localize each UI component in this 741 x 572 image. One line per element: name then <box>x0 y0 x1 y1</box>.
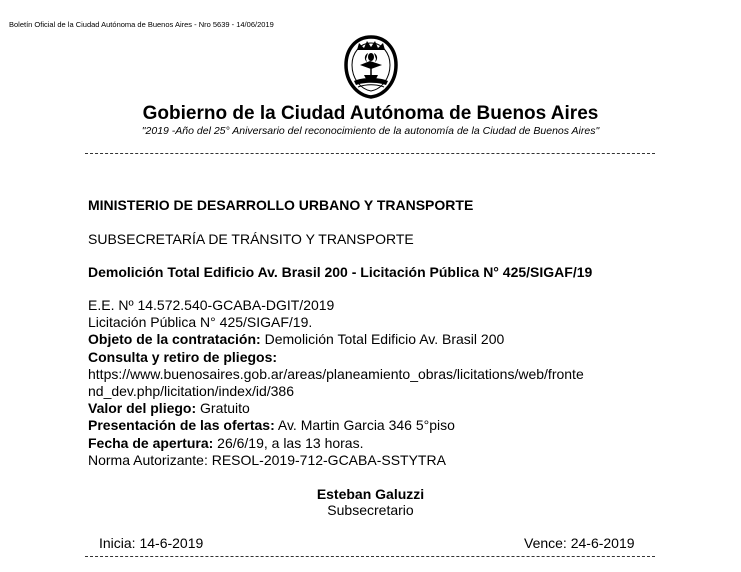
ministry-heading: MINISTERIO DE DESARROLLO URBANO Y TRANSPORTE <box>88 197 474 213</box>
signatory-name: Esteban Galuzzi <box>316 486 425 502</box>
valor-value: Gratuito <box>196 400 250 417</box>
norma-line: Norma Autorizante: RESOL-2019-712-GCABA-SSTYTRA <box>88 451 446 468</box>
fecha-line <box>88 435 584 452</box>
licitacion-line: Licitación Pública N° 425/SIGAF/19. <box>88 314 313 331</box>
city-seal-icon <box>340 35 402 99</box>
url-line-2: nd_dev.php/licitation/index/id/386 <box>88 383 295 400</box>
government-title: Gobierno de la Ciudad Autónoma de Buenos Aires <box>142 103 599 124</box>
fecha-label: Fecha de apertura: <box>88 434 214 451</box>
presentacion-value: Av. Martin Garcia 346 5°piso <box>274 417 455 434</box>
objeto-line <box>88 331 584 348</box>
end-date: Vence: 24-6-2019 <box>524 535 635 551</box>
valor-label: Valor del pliego: <box>88 400 197 417</box>
valor-line <box>88 400 584 417</box>
header-divider <box>85 153 655 154</box>
fecha-value: 26/6/19, a las 13 horas. <box>213 434 364 451</box>
signatory-role: Subsecretario <box>327 502 414 518</box>
url-line-1: https://www.buenosaires.gob.ar/areas/planeamiento_obras/licitations/web/fronte <box>88 365 584 382</box>
objeto-value: Demolición Total Edificio Av. Brasil 200 <box>260 331 505 348</box>
bulletin-header: Boletín Oficial de la Ciudad Autónoma de Buenos Aires - Nro 5639 - 14/06/2019 <box>9 20 274 29</box>
subsecretariat-heading: SUBSECRETARÍA DE TRÁNSITO Y TRANSPORTE <box>88 231 414 247</box>
expediente-line: E.E. Nº 14.572.540-GCABA-DGIT/2019 <box>88 297 335 313</box>
presentacion-label: Presentación de las ofertas: <box>88 417 275 434</box>
consulta-label: Consulta y retiro de pliegos: <box>88 348 278 365</box>
notice-title: Demolición Total Edificio Av. Brasil 200 - Licitación Pública N° 425/SIGAF/19 <box>88 264 593 280</box>
footer-divider <box>85 556 655 557</box>
notice-details <box>88 297 584 469</box>
presentacion-line <box>88 417 584 434</box>
objeto-label: Objeto de la contratación: <box>88 331 261 348</box>
start-date: Inicia: 14-6-2019 <box>99 535 204 551</box>
government-motto: "2019 -Año del 25° Aniversario del reconocimiento de la autonomía de la Ciudad de Buenos Aires" <box>141 125 600 137</box>
